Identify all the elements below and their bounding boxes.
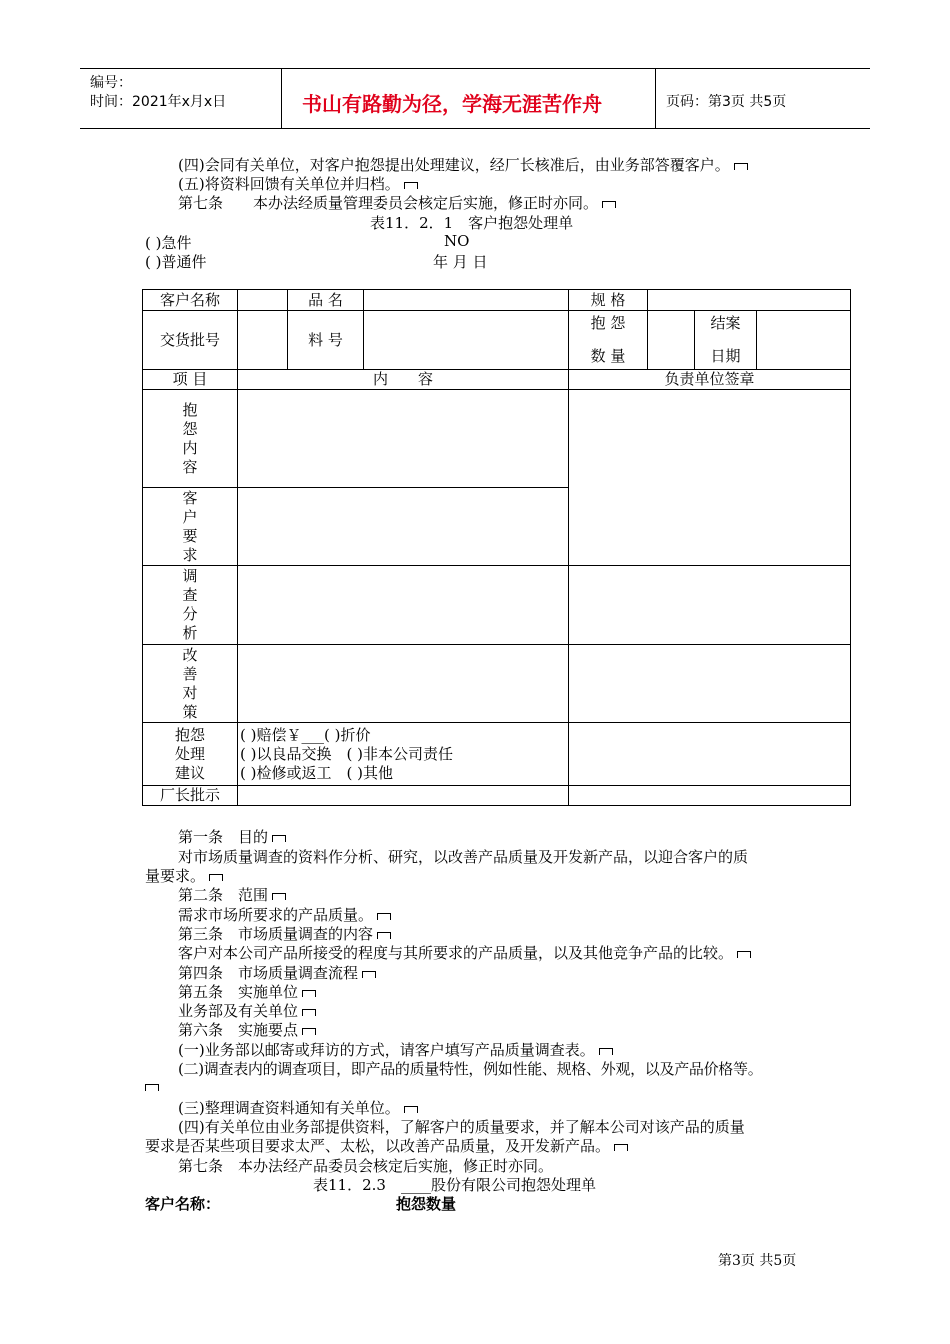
item-header: 项 目 (143, 370, 238, 390)
article-heading: 第四条 市场质量调查流程 (178, 962, 376, 983)
close-date-value[interactable] (757, 311, 851, 370)
investigation-sign-cell[interactable] (569, 566, 851, 645)
header-divider (281, 68, 282, 129)
header-page: 页码：第3页 共5页 (666, 94, 787, 110)
investigation-label: 调查分析 (143, 566, 238, 645)
form-number-label: NO (444, 232, 470, 250)
header-motto: 书山有路勤为径，学海无涯苦作舟 (302, 92, 602, 116)
suggestion-option[interactable]: ( )赔偿￥___( )折价 (240, 725, 371, 744)
paragraph: 客户对本公司产品所接受的程度与其所要求的产品质量，以及其他竞争产品的比较。 (178, 942, 751, 963)
article-heading: 第五条 实施单位 (178, 981, 316, 1002)
header-top-rule (80, 68, 870, 69)
complaint-qty-label: 抱 怨 数 量 (569, 311, 648, 370)
spec-label: 规 格 (569, 290, 648, 311)
header-number: 编号： (90, 75, 132, 91)
header-time: 时间：2021年x月x日 (90, 94, 227, 110)
paragraph: (五)将资料回馈有关单位并归档。 (178, 173, 418, 194)
paragraph: 要求是否某些项目要求太严、太松，以改善产品质量，及开发新产品。 (145, 1135, 628, 1156)
suggestion-option[interactable]: ( )以良品交换 ( )非本公司责任 (240, 744, 453, 763)
date-label: 年 月 日 (433, 253, 488, 271)
table2-complaint-qty: 抱怨数量 (396, 1195, 457, 1213)
paragraph: 业务部及有关单位 (178, 1000, 316, 1021)
material-no-value[interactable] (364, 311, 569, 370)
product-name-label: 品 名 (288, 290, 364, 311)
improvement-label: 改善对策 (143, 645, 238, 723)
close-date-label: 结案 日期 (695, 311, 757, 370)
complaint-sign-cell[interactable] (569, 390, 851, 566)
spec-value[interactable] (648, 290, 851, 311)
investigation-value[interactable] (238, 566, 569, 645)
normal-option: ( )普通件 (145, 253, 207, 271)
paragraph: 量要求。 (145, 865, 223, 886)
delivery-batch-label: 交货批号 (143, 311, 238, 370)
suggestion-options[interactable] (238, 723, 569, 786)
paragraph: (二)调查表内的调查项目，即产品的质量特性，例如性能、规格、外观，以及产品价格等。 (178, 1060, 763, 1078)
suggestion-sign-cell[interactable] (569, 723, 851, 786)
customer-request-value[interactable] (238, 488, 569, 566)
article-heading: 第七条 本办法经产品委员会核定后实施，修正时亦同。 (178, 1157, 554, 1175)
factory-approval-value[interactable] (238, 786, 569, 806)
article-heading: 第六条 实施要点 (178, 1019, 316, 1040)
product-name-value[interactable] (364, 290, 569, 311)
improvement-sign-cell[interactable] (569, 645, 851, 723)
delivery-batch-value[interactable] (238, 311, 288, 370)
urgent-option: ( )急件 (145, 234, 192, 252)
paragraph: 对市场质量调查的资料作分析、研究，以改善产品质量及开发新产品，以迎合客户的质 (178, 848, 749, 866)
table1-title: 表11．2．1 客户抱怨处理单 (370, 214, 574, 232)
article-heading: 第二条 范围 (178, 884, 286, 905)
header-bottom-rule (80, 128, 870, 129)
paragraph-mark (145, 1077, 159, 1095)
paragraph: (四)有关单位由业务部提供资料，了解客户的质量要求，并了解本公司对该产品的质量 (178, 1118, 745, 1136)
complaint-content-value[interactable] (238, 390, 569, 488)
table2-customer-name: 客户名称： (145, 1195, 221, 1213)
complaint-content-label: 抱怨内容 (143, 390, 238, 488)
factory-approval-sign-cell[interactable] (569, 786, 851, 806)
table2-title: 表11．2.3 ____股份有限公司抱怨处理单 (313, 1176, 596, 1194)
customer-name-value[interactable] (238, 290, 288, 311)
paragraph: 第七条 本办法经质量管理委员会核定后实施，修正时亦同。 (178, 192, 616, 213)
complaint-qty-value[interactable] (648, 311, 695, 370)
customer-request-label: 客户要求 (143, 488, 238, 566)
suggestion-label: 抱怨处理建议 (143, 723, 238, 786)
content-header: 内 容 (238, 370, 569, 390)
suggestion-option[interactable]: ( )检修或返工 ( )其他 (240, 763, 393, 782)
paragraph: 需求市场所要求的产品质量。 (178, 904, 391, 925)
paragraph: (三)整理调查资料通知有关单位。 (178, 1097, 418, 1118)
factory-approval-label: 厂长批示 (143, 786, 238, 806)
complaint-handling-table (142, 289, 851, 806)
article-heading: 第三条 市场质量调查的内容 (178, 923, 391, 944)
paragraph: (一)业务部以邮寄或拜访的方式，请客户填写产品质量调查表。 (178, 1039, 613, 1060)
header-divider (655, 68, 656, 129)
footer-page-number: 第3页 共5页 (718, 1253, 797, 1269)
sign-header: 负责单位签章 (569, 370, 851, 390)
improvement-value[interactable] (238, 645, 569, 723)
article-heading: 第一条 目的 (178, 826, 286, 847)
paragraph: (四)会同有关单位，对客户抱怨提出处理建议，经厂长核准后，由业务部答覆客户。 (178, 154, 748, 175)
material-no-label: 料 号 (288, 311, 364, 370)
customer-name-label: 客户名称 (143, 290, 238, 311)
